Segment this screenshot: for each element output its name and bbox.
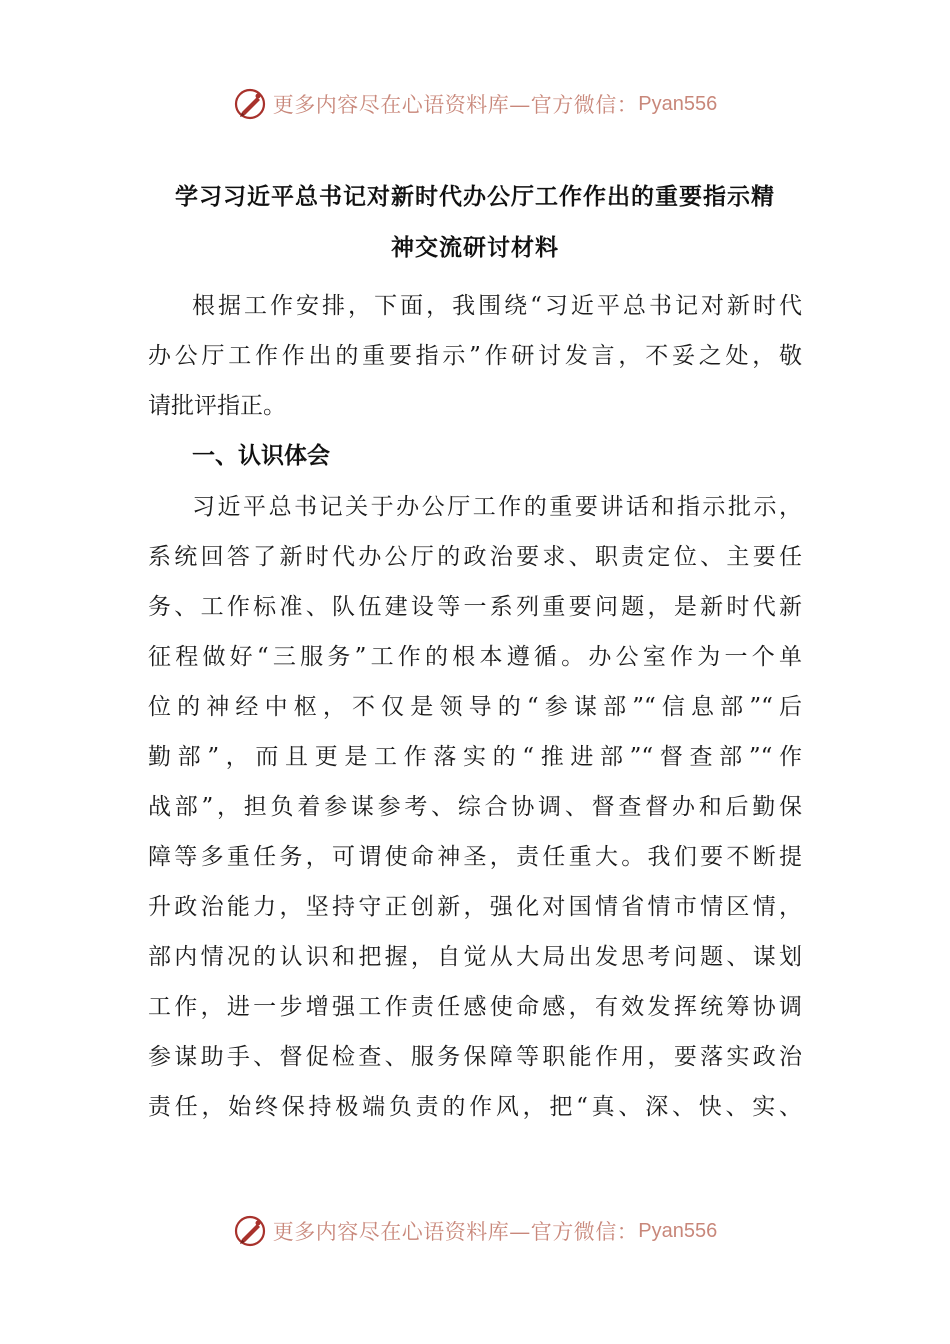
document-title-line-2: 神交流研讨材料 — [391, 234, 559, 261]
body-line: 位的神经中枢，不仅是领导的“参谋部”“信息部”“后 — [148, 694, 802, 720]
section-heading: 一、认识体会 — [192, 442, 330, 469]
body-line: 征程做好“三服务”工作的根本遵循。办公室作为一个单 — [148, 644, 802, 670]
footer-watermark-banner — [0, 1211, 950, 1251]
body-line: 勤部”，而且更是工作落实的“推进部”“督查部”“作 — [148, 744, 802, 770]
header-watermark-banner — [0, 84, 950, 124]
body-line: 参谋助手、督促检查、服务保障等职能作用，要落实政治 — [148, 1044, 802, 1070]
pen-logo-icon — [233, 87, 267, 121]
intro-line: 请批评指正。 — [148, 393, 286, 419]
body-line: 工作，进一步增强工作责任感使命感，有效发挥统筹协调 — [148, 994, 802, 1020]
body-line: 部内情况的认识和把握，自觉从大局出发思考问题、谋划 — [148, 944, 802, 970]
body-line: 升政治能力，坚持守正创新，强化对国情省情市情区情， — [148, 894, 802, 920]
banner-text: 更多内容尽在心语资料库—官方微信： — [272, 93, 639, 117]
body-line: 战部”，担负着参谋参考、综合协调、督查督办和后勤保 — [148, 794, 802, 820]
intro-line: 办公厅工作作出的重要指示”作研讨发言，不妥之处，敬 — [148, 343, 802, 369]
body-line: 务、工作标准、队伍建设等一系列重要问题，是新时代新 — [148, 594, 802, 620]
body-line: 障等多重任务，可谓使命神圣，责任重大。我们要不断提 — [148, 844, 802, 870]
banner-wechat-id: Pyan556 — [638, 92, 718, 115]
document-title-line-1: 学习习近平总书记对新时代办公厅工作作出的重要指示精 — [175, 183, 775, 210]
body-line: 习近平总书记关于办公厅工作的重要讲话和指示批示， — [192, 494, 802, 520]
intro-line: 根据工作安排，下面，我围绕“习近平总书记对新时代 — [192, 293, 802, 319]
banner-text: 更多内容尽在心语资料库—官方微信： — [272, 1220, 639, 1244]
body-line: 责任，始终保持极端负责的作风，把“真、深、快、实、 — [148, 1094, 802, 1120]
banner-wechat-id: Pyan556 — [638, 1219, 718, 1242]
pen-logo-icon — [233, 1214, 267, 1248]
body-line: 系统回答了新时代办公厅的政治要求、职责定位、主要任 — [148, 544, 802, 570]
